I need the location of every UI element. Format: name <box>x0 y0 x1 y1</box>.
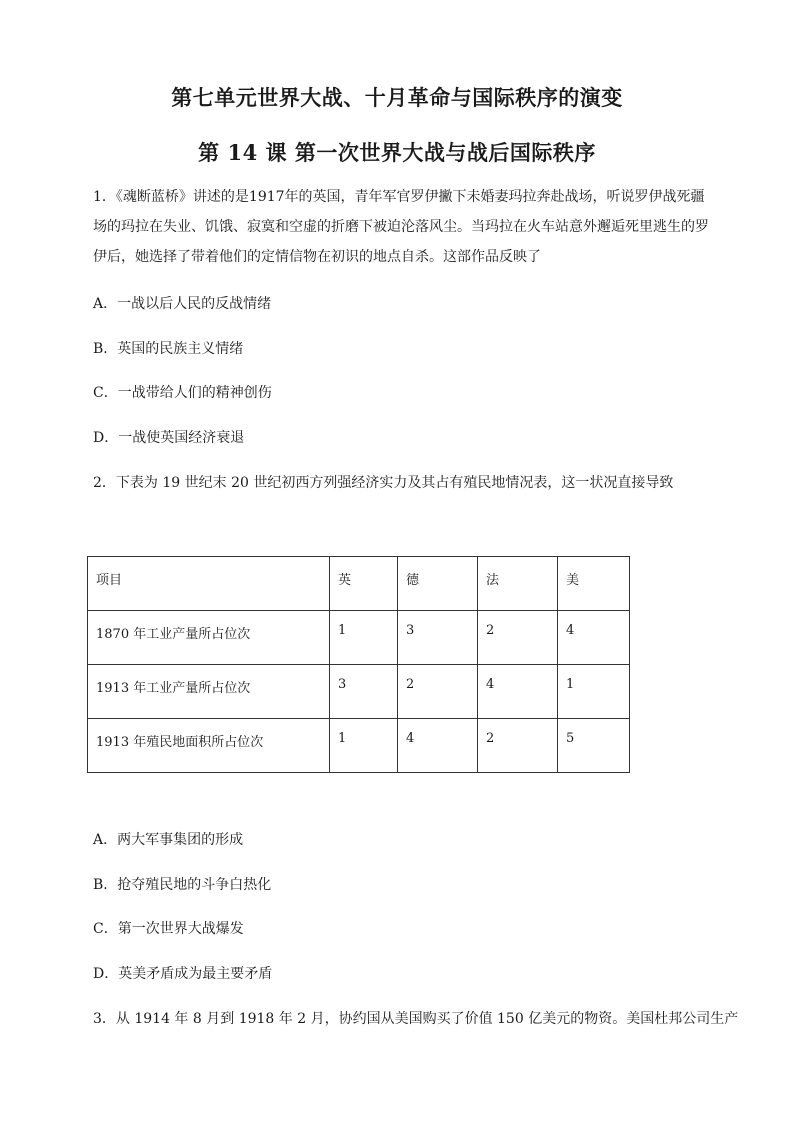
question-2-stem: 2．下表为 19 世纪末 20 世纪初西方列强经济实力及其占有殖民地情况表，这一状况直接导致 <box>93 475 674 491</box>
question-1-option-b: B．英国的民族主义情绪 <box>93 341 244 357</box>
economy-colony-table <box>87 556 630 773</box>
table-header-cell: 美 <box>558 557 630 611</box>
table-header-cell: 德 <box>398 557 478 611</box>
question-2-option-b: B．抢夺殖民地的斗争白热化 <box>93 877 272 893</box>
table-cell: 1 <box>558 665 630 719</box>
question-2-option-d: D．英美矛盾成为最主要矛盾 <box>93 966 273 982</box>
table-header-cell: 项目 <box>88 557 330 611</box>
table-cell: 1 <box>330 719 398 773</box>
table-cell: 1 <box>330 611 398 665</box>
question-1-option-a: A．一战以后人民的反战情绪 <box>93 296 272 312</box>
table-cell: 1913 年殖民地面积所占位次 <box>88 719 330 773</box>
table-cell: 2 <box>478 611 558 665</box>
table-row <box>88 665 630 719</box>
table-cell: 3 <box>398 611 478 665</box>
table-cell: 5 <box>558 719 630 773</box>
table-cell: 4 <box>558 611 630 665</box>
question-2-option-c: C．第一次世界大战爆发 <box>93 921 244 937</box>
table-cell: 4 <box>478 665 558 719</box>
question-1-stem: 1．《魂断蓝桥》讲述的是1917年的英国，青年军官罗伊撇下未婚妻玛拉奔赴战场，听说罗伊战死疆场的玛拉在失业、饥饿、寂寞和空虚的折磨下被迫沦落风尘。当玛拉在火车站意外邂逅死里逃生的罗伊后，她选择了带着他们的定情信物在初识的地点自杀。这部作品反映了 <box>93 189 709 265</box>
table-cell: 3 <box>330 665 398 719</box>
question-2-option-a: A．两大军事集团的形成 <box>93 832 244 848</box>
question-3-stem: 3．从 1914 年 8 月到 1918 年 2 月，协约国从美国购买了价值 150 亿美元的物资。美国杜邦公司生产 <box>93 1011 739 1027</box>
table-row <box>88 611 630 665</box>
table-header-row <box>88 557 630 611</box>
table-cell: 2 <box>398 665 478 719</box>
question-1-option-d: D．一战使英国经济衰退 <box>93 430 245 446</box>
table-row <box>88 719 630 773</box>
table-header-cell: 法 <box>478 557 558 611</box>
table-cell: 1870 年工业产量所占位次 <box>88 611 330 665</box>
table-cell: 2 <box>478 719 558 773</box>
question-1-option-c: C．一战带给人们的精神创伤 <box>93 385 272 401</box>
table-cell: 4 <box>398 719 478 773</box>
unit-title: 第七单元世界大战、十月革命与国际秩序的演变 <box>171 85 623 110</box>
table-cell: 1913 年工业产量所占位次 <box>88 665 330 719</box>
table-header-cell: 英 <box>330 557 398 611</box>
lesson-title: 第 14 课 第一次世界大战与战后国际秩序 <box>198 140 596 165</box>
